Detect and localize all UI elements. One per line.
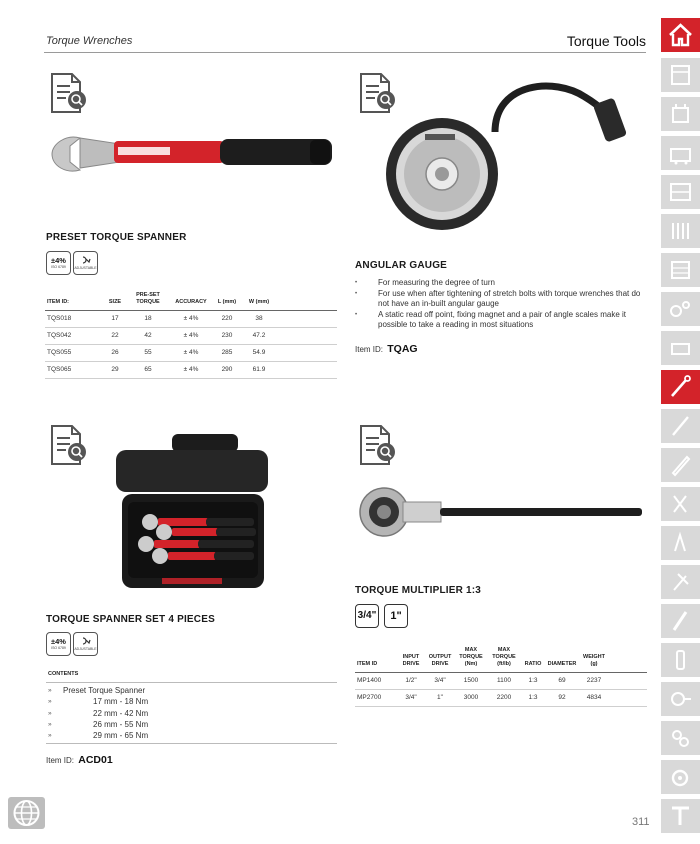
col-header: PRE-SET TORQUE (127, 291, 169, 310)
tool-tab-icon (668, 219, 693, 243)
contents-divider (46, 743, 337, 744)
tool-tab-icon (668, 492, 693, 516)
home-icon (668, 23, 693, 47)
col-header: ACCURACY (169, 291, 213, 310)
item-id: Item ID: TQAG (355, 343, 418, 355)
sidebar-tab-12[interactable] (661, 487, 700, 521)
sidebar-tab-15[interactable] (661, 604, 700, 638)
item-id-value: TQAG (387, 343, 418, 355)
col-header: DIAMETER (545, 646, 579, 672)
sidebar-tab-1[interactable] (661, 58, 700, 92)
list-item: • For use when after tightening of stretch bolts with torque wrenches that do not have an in-built angular gauge (355, 289, 647, 310)
sidebar-tab-14[interactable] (661, 565, 700, 599)
tool-tab-icon (668, 453, 693, 477)
sidebar-tab-7[interactable] (661, 292, 700, 326)
sidebar-tab-17[interactable] (661, 682, 700, 716)
tool-tab-icon (668, 609, 693, 633)
col-header: L (mm) (213, 291, 241, 310)
item-id: Item ID: ACD01 (46, 754, 113, 766)
angular-gauge-image (385, 82, 645, 242)
col-header: MAX TORQUE (ft/lb) (487, 646, 521, 672)
sidebar-tab-home[interactable] (661, 18, 700, 52)
list-item: » Preset Torque Spanner (48, 686, 146, 695)
tool-tab-icon (668, 687, 693, 711)
sidebar-tab-11[interactable] (661, 448, 700, 482)
col-header: WEIGHT (g) (579, 646, 609, 672)
list-item: » 17 mm - 18 Nm (48, 697, 149, 707)
list-item: » 26 mm - 55 Nm (48, 719, 149, 729)
torque-wrench-icon (668, 375, 693, 399)
page-number: 311 (632, 816, 650, 828)
contents-header: CONTENTS (46, 671, 337, 683)
output-drive-badge: 1" (384, 604, 408, 628)
adjustable-badge: ADJUSTABLE (73, 251, 98, 275)
tool-tab-icon (668, 570, 693, 594)
datasheet-icon[interactable] (357, 424, 399, 466)
tool-tab-icon (668, 258, 693, 282)
table-row: MP2700 3/4" 1" 3000 2200 1:3 92 4834 (355, 689, 647, 706)
product-title: ANGULAR GAUGE (355, 260, 448, 271)
website-link[interactable] (8, 797, 45, 829)
preset-spanner-spec-table (45, 291, 337, 379)
adjustable-icon (74, 254, 97, 266)
tool-tab-icon (668, 141, 693, 165)
tool-tab-icon (668, 102, 693, 126)
list-item: • For measuring the degree of turn (355, 278, 647, 289)
sidebar-tab-2[interactable] (661, 97, 700, 131)
product-title: TORQUE SPANNER SET 4 PIECES (46, 614, 215, 625)
tool-tab-icon (668, 297, 693, 321)
sidebar-tab-20[interactable] (661, 799, 700, 833)
torque-spanner-set-image (114, 432, 270, 590)
tool-tab-icon (668, 804, 693, 828)
item-id-value: ACD01 (78, 754, 113, 766)
sidebar-tab-13[interactable] (661, 526, 700, 560)
product-title: TORQUE MULTIPLIER 1:3 (355, 585, 482, 596)
table-row: MP1400 1/2" 3/4" 1500 1100 1:3 69 2237 (355, 672, 647, 689)
category-title: Torque Tools (566, 33, 646, 49)
col-header: SIZE (103, 291, 127, 310)
datasheet-icon[interactable] (48, 72, 90, 114)
tool-tab-icon (668, 414, 693, 438)
contents-list (46, 671, 337, 744)
torque-multiplier-image (358, 484, 644, 544)
table-row: TQS018 17 18 ± 4% 220 38 (45, 310, 337, 327)
col-header: W (mm) (241, 291, 277, 310)
table-row: TQS042 22 42 ± 4% 230 47.2 (45, 327, 337, 344)
col-header: ITEM ID: (45, 291, 103, 310)
accuracy-badge: ±4% ISO 6789 (46, 632, 71, 656)
adjustable-icon (74, 635, 97, 647)
col-header: MAX TORQUE (Nm) (455, 646, 487, 672)
input-drive-badge: 3/4" (355, 604, 379, 628)
col-header: OUTPUT DRIVE (425, 646, 455, 672)
sidebar-tab-18[interactable] (661, 721, 700, 755)
sidebar-tab-8[interactable] (661, 331, 700, 365)
tool-tab-icon (668, 180, 693, 204)
product-title: PRESET TORQUE SPANNER (46, 232, 187, 243)
tool-tab-icon (668, 336, 693, 360)
list-item: • A static read off point, fixing magnet and a pair of angle scales make it possible to take a reading in most situations (355, 310, 647, 331)
tool-tab-icon (668, 63, 693, 87)
globe-icon (8, 797, 45, 829)
header-divider (44, 52, 646, 53)
multiplier-spec-table (355, 646, 647, 707)
datasheet-icon[interactable] (48, 424, 90, 466)
sidebar-tab-10[interactable] (661, 409, 700, 443)
table-row: TQS055 26 55 ± 4% 285 54.9 (45, 344, 337, 361)
sidebar-tab-19[interactable] (661, 760, 700, 794)
tool-tab-icon (668, 726, 693, 750)
list-item: » 22 mm - 42 Nm (48, 708, 149, 718)
col-header: RATIO (521, 646, 545, 672)
list-item: » 29 mm - 65 Nm (48, 731, 149, 741)
section-title: Torque Wrenches (46, 35, 133, 47)
tool-tab-icon (668, 765, 693, 789)
col-header: ITEM ID (355, 646, 397, 672)
sidebar-tab-4[interactable] (661, 175, 700, 209)
feature-list (355, 278, 647, 331)
adjustable-badge: ADJUSTABLE (73, 632, 98, 656)
preset-torque-spanner-image (50, 120, 335, 185)
sidebar-tab-16[interactable] (661, 643, 700, 677)
sidebar-tab-torque[interactable] (661, 370, 700, 404)
sidebar-tab-5[interactable] (661, 214, 700, 248)
tool-tab-icon (668, 531, 693, 555)
sidebar-tab-3[interactable] (661, 136, 700, 170)
col-header: INPUT DRIVE (397, 646, 425, 672)
table-row: TQS065 29 65 ± 4% 290 61.9 (45, 361, 337, 378)
tool-tab-icon (668, 648, 693, 672)
sidebar-tab-6[interactable] (661, 253, 700, 287)
accuracy-badge: ±4% ISO 6789 (46, 251, 71, 275)
